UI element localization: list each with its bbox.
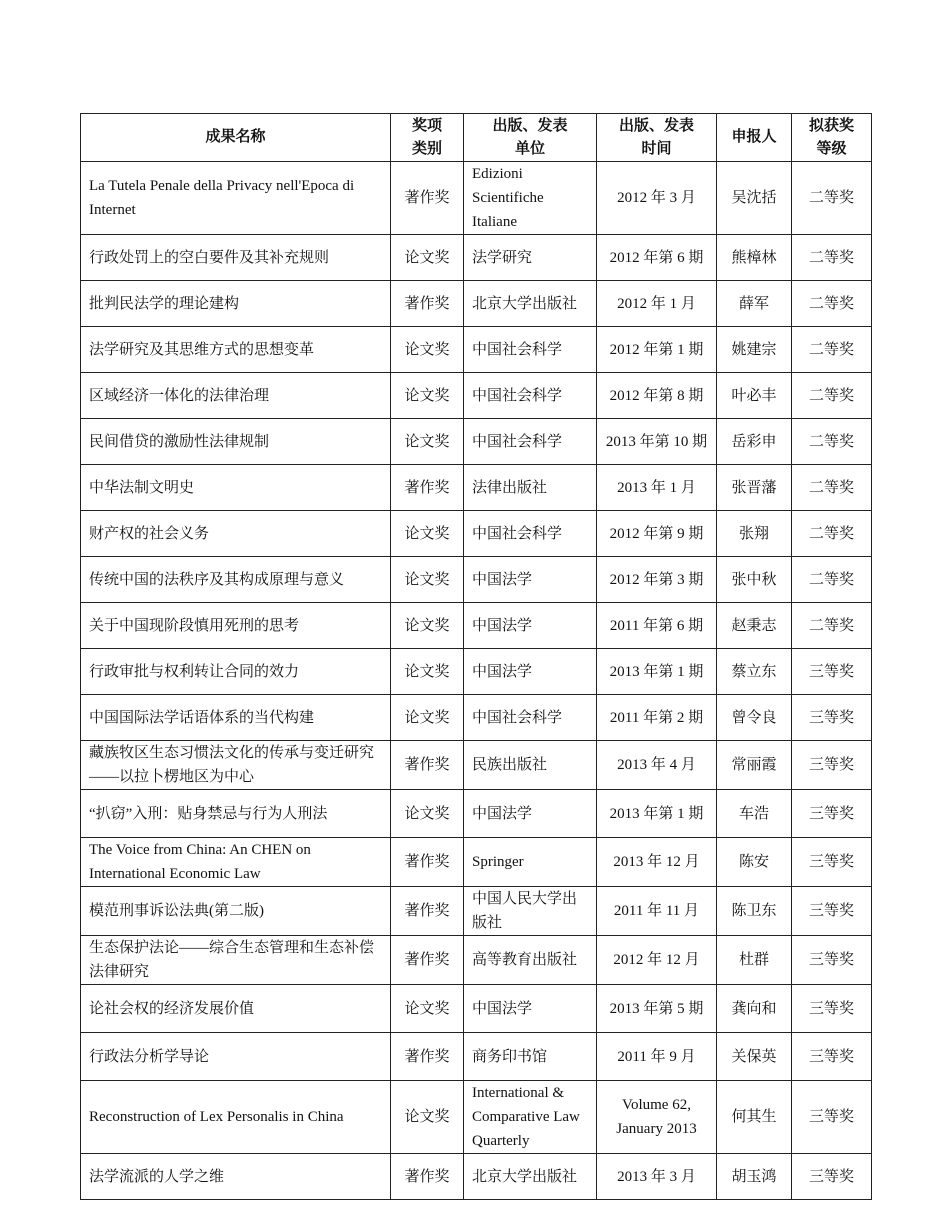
cell-type: 著作奖	[391, 465, 464, 511]
cell-title: 区域经济一体化的法律治理	[81, 373, 391, 419]
cell-level: 三等奖	[792, 1154, 872, 1200]
cell-date: 2013 年 12 月	[597, 838, 717, 887]
cell-level: 三等奖	[792, 1033, 872, 1081]
cell-type: 著作奖	[391, 162, 464, 235]
cell-title: 藏族牧区生态习惯法文化的传承与变迁研究——以拉卜楞地区为中心	[81, 741, 391, 790]
cell-level: 二等奖	[792, 511, 872, 557]
cell-title: “扒窃”入刑：贴身禁忌与行为人刑法	[81, 790, 391, 838]
cell-level: 二等奖	[792, 327, 872, 373]
table-row	[81, 887, 872, 936]
cell-type: 论文奖	[391, 373, 464, 419]
cell-publisher: 中国社会科学	[464, 327, 597, 373]
awards-table	[80, 113, 872, 1200]
cell-title: The Voice from China: An CHEN on International Economic Law	[81, 838, 391, 887]
cell-title: 关于中国现阶段慎用死刑的思考	[81, 603, 391, 649]
cell-title: 行政法分析学导论	[81, 1033, 391, 1081]
header-applicant: 申报人	[717, 114, 792, 162]
cell-level: 三等奖	[792, 649, 872, 695]
cell-applicant: 陈安	[717, 838, 792, 887]
cell-title: 民间借贷的激励性法律规制	[81, 419, 391, 465]
table-row	[81, 1154, 872, 1200]
table-row	[81, 936, 872, 985]
cell-type: 论文奖	[391, 235, 464, 281]
cell-applicant: 曾令良	[717, 695, 792, 741]
cell-applicant: 龚向和	[717, 985, 792, 1033]
cell-type: 论文奖	[391, 557, 464, 603]
cell-date: 2012 年第 9 期	[597, 511, 717, 557]
cell-date: 2013 年第 10 期	[597, 419, 717, 465]
cell-publisher: 高等教育出版社	[464, 936, 597, 985]
cell-applicant: 杜群	[717, 936, 792, 985]
cell-publisher: International & Comparative Law Quarterly	[464, 1081, 597, 1154]
cell-publisher: Springer	[464, 838, 597, 887]
cell-applicant: 张晋藩	[717, 465, 792, 511]
cell-level: 二等奖	[792, 465, 872, 511]
cell-date: 2011 年第 6 期	[597, 603, 717, 649]
cell-date: 2011 年 11 月	[597, 887, 717, 936]
table-row	[81, 695, 872, 741]
cell-type: 论文奖	[391, 695, 464, 741]
cell-date: 2013 年 4 月	[597, 741, 717, 790]
cell-publisher: 中国社会科学	[464, 373, 597, 419]
cell-level: 二等奖	[792, 419, 872, 465]
cell-level: 二等奖	[792, 603, 872, 649]
cell-publisher: 北京大学出版社	[464, 281, 597, 327]
cell-type: 著作奖	[391, 1154, 464, 1200]
cell-title: 论社会权的经济发展价值	[81, 985, 391, 1033]
cell-date: 2012 年 3 月	[597, 162, 717, 235]
table-row	[81, 649, 872, 695]
cell-applicant: 常丽霞	[717, 741, 792, 790]
table-header-row	[81, 114, 872, 162]
cell-publisher: 中国社会科学	[464, 511, 597, 557]
cell-publisher: 法学研究	[464, 235, 597, 281]
cell-type: 著作奖	[391, 741, 464, 790]
table-row	[81, 1033, 872, 1081]
cell-title: 传统中国的法秩序及其构成原理与意义	[81, 557, 391, 603]
table-row	[81, 465, 872, 511]
cell-date: 2013 年第 1 期	[597, 649, 717, 695]
cell-level: 三等奖	[792, 838, 872, 887]
cell-publisher: Edizioni Scientifiche Italiane	[464, 162, 597, 235]
header-publisher: 出版、发表 单位	[464, 114, 597, 162]
cell-type: 论文奖	[391, 511, 464, 557]
cell-applicant: 熊樟林	[717, 235, 792, 281]
table-row	[81, 1081, 872, 1154]
cell-type: 论文奖	[391, 603, 464, 649]
cell-title: 行政审批与权利转让合同的效力	[81, 649, 391, 695]
cell-type: 论文奖	[391, 649, 464, 695]
cell-date: 2013 年第 1 期	[597, 790, 717, 838]
cell-applicant: 张翔	[717, 511, 792, 557]
cell-date: Volume 62, January 2013	[597, 1081, 717, 1154]
cell-applicant: 胡玉鸿	[717, 1154, 792, 1200]
cell-level: 三等奖	[792, 790, 872, 838]
cell-publisher: 中国法学	[464, 790, 597, 838]
cell-title: 中国国际法学话语体系的当代构建	[81, 695, 391, 741]
header-title: 成果名称	[81, 114, 391, 162]
cell-publisher: 中国人民大学出版社	[464, 887, 597, 936]
table-row	[81, 281, 872, 327]
cell-type: 论文奖	[391, 985, 464, 1033]
cell-date: 2012 年第 8 期	[597, 373, 717, 419]
table-row	[81, 985, 872, 1033]
cell-date: 2012 年第 1 期	[597, 327, 717, 373]
cell-level: 二等奖	[792, 235, 872, 281]
cell-applicant: 车浩	[717, 790, 792, 838]
cell-date: 2012 年 12 月	[597, 936, 717, 985]
cell-title: 财产权的社会义务	[81, 511, 391, 557]
table-row	[81, 557, 872, 603]
table-row	[81, 327, 872, 373]
cell-applicant: 关保英	[717, 1033, 792, 1081]
cell-type: 论文奖	[391, 327, 464, 373]
cell-type: 著作奖	[391, 887, 464, 936]
cell-level: 三等奖	[792, 985, 872, 1033]
cell-type: 论文奖	[391, 1081, 464, 1154]
cell-title: 模范刑事诉讼法典(第二版)	[81, 887, 391, 936]
cell-publisher: 中国社会科学	[464, 695, 597, 741]
cell-date: 2013 年第 5 期	[597, 985, 717, 1033]
cell-applicant: 赵秉志	[717, 603, 792, 649]
cell-publisher: 中国法学	[464, 985, 597, 1033]
cell-publisher: 中国法学	[464, 603, 597, 649]
cell-date: 2012 年 1 月	[597, 281, 717, 327]
cell-publisher: 中国法学	[464, 649, 597, 695]
cell-publisher: 中国法学	[464, 557, 597, 603]
cell-type: 著作奖	[391, 936, 464, 985]
cell-title: La Tutela Penale della Privacy nell'Epoca di Internet	[81, 162, 391, 235]
table-row	[81, 741, 872, 790]
cell-applicant: 叶必丰	[717, 373, 792, 419]
table-row	[81, 162, 872, 235]
cell-date: 2011 年 9 月	[597, 1033, 717, 1081]
cell-title: Reconstruction of Lex Personalis in China	[81, 1081, 391, 1154]
cell-applicant: 姚建宗	[717, 327, 792, 373]
cell-title: 行政处罚上的空白要件及其补充规则	[81, 235, 391, 281]
cell-type: 著作奖	[391, 1033, 464, 1081]
table-row	[81, 373, 872, 419]
cell-publisher: 法律出版社	[464, 465, 597, 511]
cell-level: 三等奖	[792, 1081, 872, 1154]
cell-level: 二等奖	[792, 281, 872, 327]
cell-applicant: 陈卫东	[717, 887, 792, 936]
cell-date: 2011 年第 2 期	[597, 695, 717, 741]
cell-date: 2013 年 3 月	[597, 1154, 717, 1200]
cell-date: 2012 年第 6 期	[597, 235, 717, 281]
header-date: 出版、发表 时间	[597, 114, 717, 162]
cell-title: 法学研究及其思维方式的思想变革	[81, 327, 391, 373]
cell-type: 论文奖	[391, 790, 464, 838]
cell-date: 2013 年 1 月	[597, 465, 717, 511]
cell-level: 二等奖	[792, 373, 872, 419]
cell-applicant: 岳彩申	[717, 419, 792, 465]
cell-date: 2012 年第 3 期	[597, 557, 717, 603]
cell-applicant: 何其生	[717, 1081, 792, 1154]
cell-type: 著作奖	[391, 838, 464, 887]
cell-title: 中华法制文明史	[81, 465, 391, 511]
cell-applicant: 薛军	[717, 281, 792, 327]
table-row	[81, 419, 872, 465]
header-level: 拟获奖 等级	[792, 114, 872, 162]
cell-title: 生态保护法论——综合生态管理和生态补偿法律研究	[81, 936, 391, 985]
cell-publisher: 中国社会科学	[464, 419, 597, 465]
cell-applicant: 蔡立东	[717, 649, 792, 695]
cell-level: 三等奖	[792, 695, 872, 741]
table-row	[81, 511, 872, 557]
cell-applicant: 张中秋	[717, 557, 792, 603]
cell-level: 二等奖	[792, 162, 872, 235]
cell-publisher: 商务印书馆	[464, 1033, 597, 1081]
table-row	[81, 603, 872, 649]
cell-publisher: 北京大学出版社	[464, 1154, 597, 1200]
cell-level: 三等奖	[792, 936, 872, 985]
table-row	[81, 235, 872, 281]
header-type: 奖项 类别	[391, 114, 464, 162]
cell-type: 著作奖	[391, 281, 464, 327]
cell-level: 三等奖	[792, 741, 872, 790]
cell-publisher: 民族出版社	[464, 741, 597, 790]
cell-level: 三等奖	[792, 887, 872, 936]
cell-title: 批判民法学的理论建构	[81, 281, 391, 327]
cell-type: 论文奖	[391, 419, 464, 465]
cell-title: 法学流派的人学之维	[81, 1154, 391, 1200]
cell-applicant: 吴沈括	[717, 162, 792, 235]
cell-level: 二等奖	[792, 557, 872, 603]
table-row	[81, 790, 872, 838]
table-row	[81, 838, 872, 887]
